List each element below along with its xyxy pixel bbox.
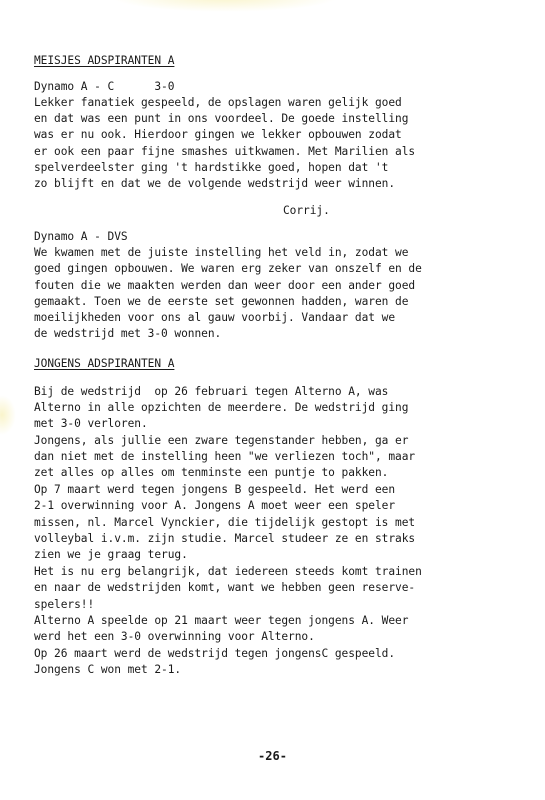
report-line: Op 7 maart werd tegen jongens B gespeeld. Het werd een [34, 483, 396, 496]
report-line: moeilijkheden voor ons al gauw voorbij. Vandaar dat we [34, 311, 396, 324]
report-line: zet alles op alles om tenminste een puntje to pakken. [34, 466, 389, 479]
report-line: gemaakt. Toen we de eerste set gewonnen hadden, waren de [34, 295, 409, 308]
report-line: de wedstrijd met 3-0 wonnen. [34, 327, 222, 340]
report-line: zo blijft en dat we de volgende wedstrijd weer winnen. [34, 177, 396, 190]
section-heading-jongens: JONGENS ADSPIRANTEN A [34, 357, 175, 370]
report-line: dan niet met de instelling heen "we verliezen toch", maar [34, 450, 416, 463]
page-number: -26- [258, 749, 287, 763]
report-line: missen, nl. Marcel Vynckier, die tijdelijk gestopt is met [34, 516, 416, 529]
report-line: met 3-0 verloren. [34, 417, 148, 430]
report-line: goed gingen opbouwen. We waren erg zeker van onszelf en de [34, 262, 422, 275]
report-line: 2-1 overwinning voor A. Jongens A moet weer een speler [34, 499, 396, 512]
report-line: fouten die we maakten werden dan weer door een ander goed [34, 279, 416, 292]
report-line: Het is nu erg belangrijk, dat iedereen steeds komt trainen [34, 565, 422, 578]
report-line: spelers!! [34, 598, 95, 611]
report-line: Lekker fanatiek gespeeld, de opslagen waren gelijk goed [34, 96, 402, 109]
report-signature: Corrij. [283, 204, 330, 217]
report-line: Jongens C won met 2-1. [34, 663, 182, 676]
report-line: spelverdeelster ging 't hardstikke goed, hopen dat 't [34, 161, 389, 174]
report-line: Bij de wedstrijd op 26 februari tegen Alterno A, was [34, 385, 389, 398]
report-line: Alterno A speelde op 21 maart weer tegen jongens A. Weer [34, 614, 409, 627]
report-line: en dat was een punt in ons voordeel. De goede instelling [34, 112, 409, 125]
report-line: er ook een paar fijne smashes uitkwamen. Met Marilien als [34, 145, 416, 158]
report-line: Jongens, als jullie een zware tegenstander hebben, ga er [34, 434, 409, 447]
report-line: werd het een 3-0 overwinning voor Alterno. [34, 630, 315, 643]
report-line: Alterno in alle opzichten de meerdere. De wedstrijd ging [34, 401, 409, 414]
report-line: Op 26 maart werd de wedstrijd tegen jongensC gespeeld. [34, 647, 396, 660]
match-title-dynamo-dvs: Dynamo A - DVS [34, 230, 128, 243]
report-line: We kwamen met de juiste instelling het veld in, zodat we [34, 246, 409, 259]
report-line: volleybal i.v.m. zijn studie. Marcel studeer ze en straks [34, 532, 416, 545]
report-line: en naar de wedstrijden komt, want we hebben geen reserve- [34, 581, 416, 594]
match-title-dynamo-c: Dynamo A - C 3-0 [34, 80, 175, 93]
report-line: zien we je graag terug. [34, 548, 188, 561]
report-line: was er nu ook. Hierdoor gingen we lekker opbouwen zodat [34, 128, 402, 141]
paper-stain [110, 0, 340, 12]
paper-stain [0, 395, 16, 435]
section-heading-meisjes: MEISJES ADSPIRANTEN A [34, 54, 175, 67]
